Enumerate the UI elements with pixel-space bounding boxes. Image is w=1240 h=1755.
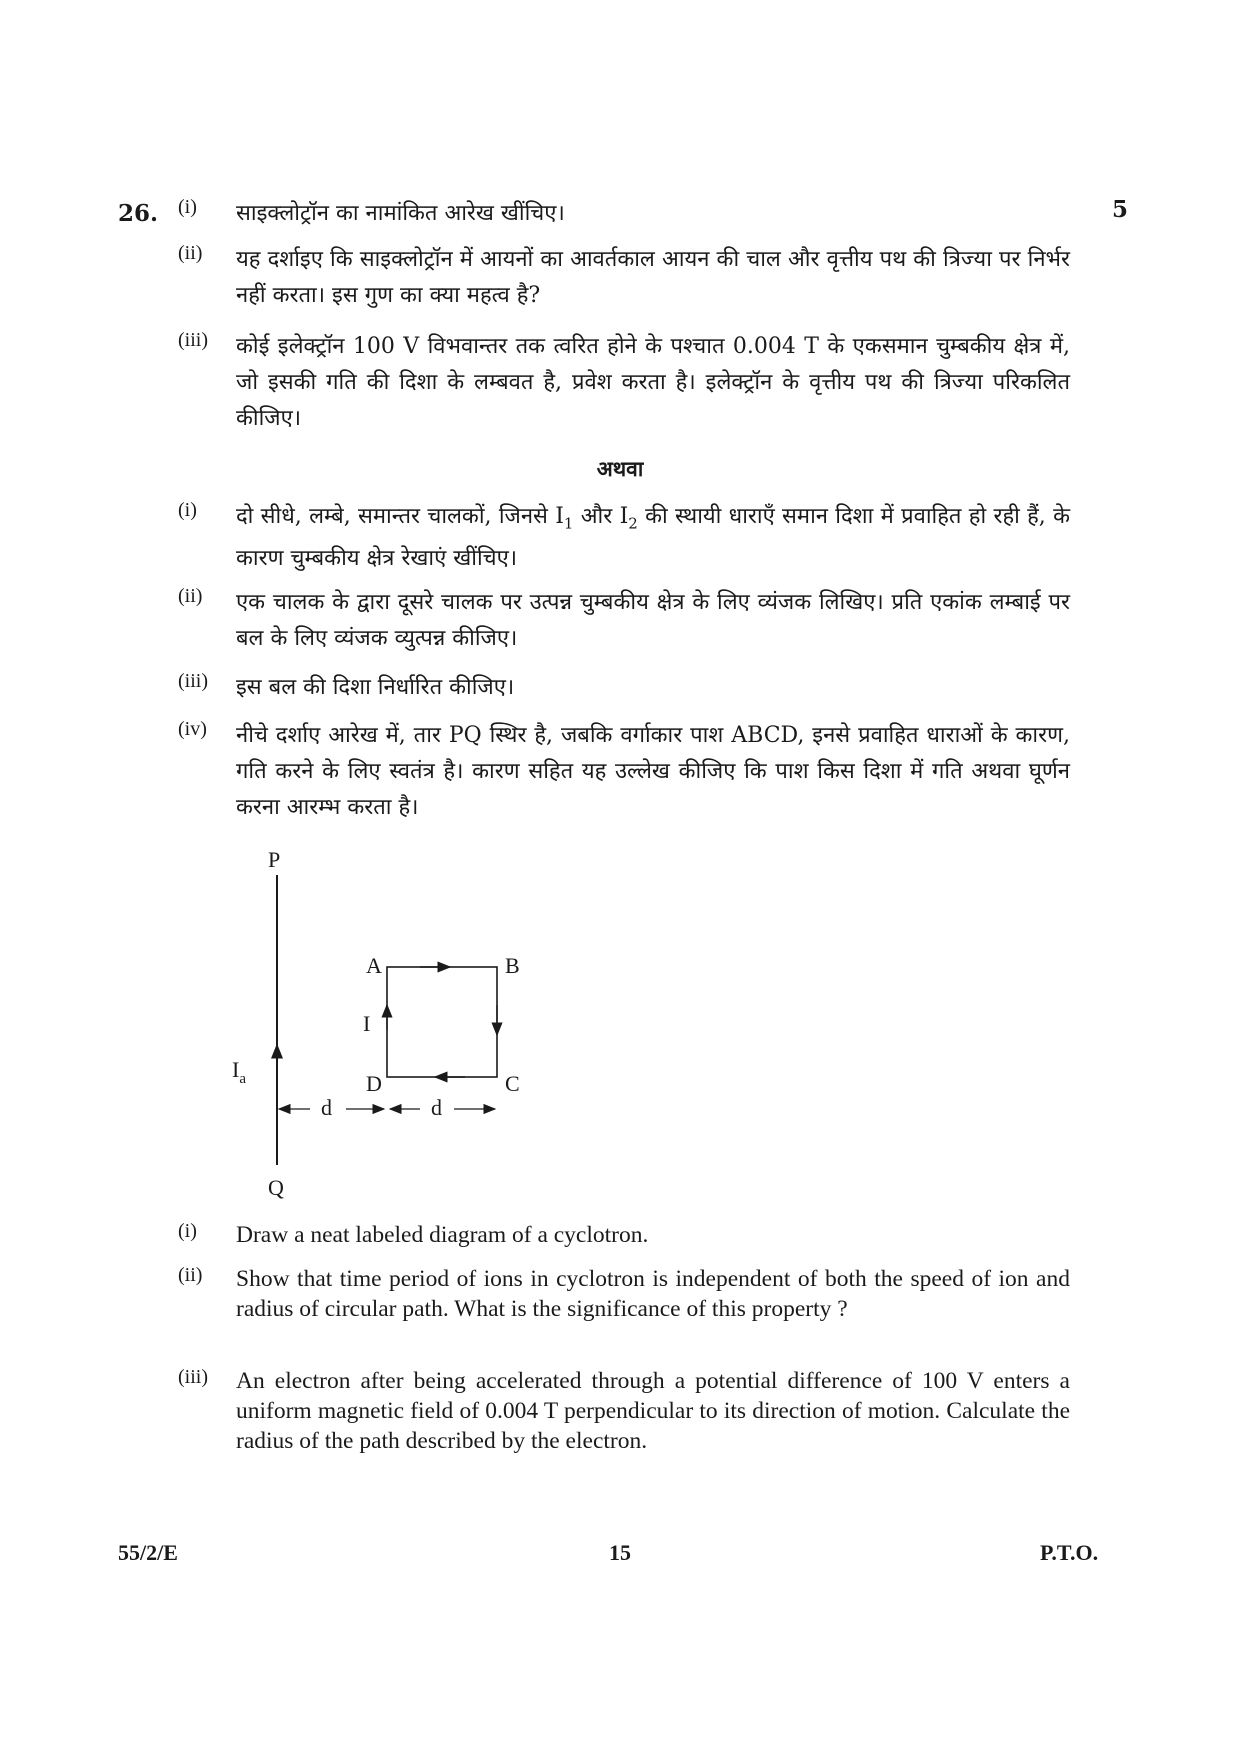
hindi-or-part-iv	[178, 718, 1070, 826]
part-text: Show that time period of ions in cyclotron is independent of both the speed of ion and radius of circular path. What is the significance of this property ?	[236, 1266, 1070, 1322]
hindi-or-part-i	[178, 499, 1070, 577]
part-number: (i)	[178, 196, 197, 218]
hindi-part-ii	[178, 242, 1070, 314]
question-marks: 5	[1112, 196, 1129, 223]
pto-label: P.T.O.	[1040, 1540, 1099, 1565]
part-number: (iv)	[178, 718, 207, 740]
part-text: An electron after being accelerated through a potential difference of 100 V enters a uniform magnetic field of 0.004 T perpendicular to its direction of motion. Calculate the radius of the path described by the electron.	[236, 1368, 1070, 1454]
part-text: Draw a neat labeled diagram of a cyclotron.	[236, 1222, 649, 1248]
label-c: C	[505, 1071, 520, 1096]
label-ia: $I_a$	[232, 1057, 246, 1087]
label-d: D	[366, 1071, 382, 1096]
hindi-part-i	[178, 196, 1070, 232]
wire-loop-diagram	[220, 845, 540, 1205]
hindi-or-part-iii	[178, 670, 1070, 706]
label-b: B	[505, 953, 520, 978]
question-number: 26.	[118, 200, 159, 227]
part-text: कोई इलेक्ट्रॉन 100 V विभवान्तर तक त्वरित होने के पश्चात 0.004 T के एकसमान चुम्बकीय क्षेत्र में, जो इसकी गति की दिशा के लम्बवत है, प्रवेश करता है। इलेक्ट्रॉन के वृत्तीय पथ की त्रिज्या परिकलित कीजिए।	[236, 334, 1070, 431]
english-part-ii	[178, 1264, 1070, 1324]
part-number: (i)	[178, 499, 197, 521]
part-number: (iii)	[178, 670, 208, 692]
english-part-iii	[178, 1366, 1070, 1456]
part-text: एक चालक के द्वारा दूसरे चालक पर उत्पन्न चुम्बकीय क्षेत्र के लिए व्यंजक लिखिए। प्रति एकांक लम्बाई पर बल के लिए व्यंजक व्युत्पन्न कीजिए।	[236, 590, 1070, 651]
part-number: (i)	[178, 1220, 197, 1242]
label-i: I	[363, 1011, 371, 1036]
part-number: (ii)	[178, 585, 203, 607]
part-number: (iii)	[178, 329, 208, 351]
hindi-or-part-ii	[178, 585, 1070, 657]
part-text: यह दर्शाइए कि साइक्लोट्रॉन में आयनों का आवर्तकाल आयन की चाल और वृत्तीय पथ की त्रिज्या पर निर्भर नहीं करता। इस गुण का क्या महत्व है?	[236, 247, 1070, 308]
label-d2: d	[431, 1095, 442, 1120]
loop-abcd	[387, 967, 497, 1077]
hindi-part-iii	[178, 329, 1070, 437]
label-a: A	[366, 953, 382, 978]
part-number: (ii)	[178, 1264, 203, 1286]
label-p: P	[268, 847, 281, 872]
or-heading: अथवा	[596, 456, 644, 481]
english-part-i	[178, 1220, 1070, 1250]
part-number: (ii)	[178, 242, 203, 264]
page-number: 15	[609, 1540, 631, 1565]
label-d1: d	[321, 1095, 332, 1120]
label-q: Q	[268, 1175, 284, 1200]
paper-code: 55/2/E	[118, 1540, 178, 1565]
part-text: नीचे दर्शाए आरेख में, तार PQ स्थिर है, जबकि वर्गाकार पाश ABCD, इनसे प्रवाहित धाराओं के कारण, गति करने के लिए स्वतंत्र है। कारण सहित यह उल्लेख कीजिए कि पाश किस दिशा में गति अथवा घूर्णन करना आरम्भ करता है।	[236, 723, 1070, 820]
part-text: इस बल की दिशा निर्धारित कीजिए।	[236, 675, 515, 700]
part-text: साइक्लोट्रॉन का नामांकित आरेख खींचिए।	[236, 201, 565, 226]
part-text: दो सीधे, लम्बे, समान्तर चालकों, जिनसे $I_1$ और $I_2$ की स्थायी धाराएँ समान दिशा में प्रवाहित हो रही हैं, के कारण चुम्बकीय क्षेत्र रेखाएं खींचिए।	[236, 504, 1070, 572]
part-number: (iii)	[178, 1366, 208, 1388]
